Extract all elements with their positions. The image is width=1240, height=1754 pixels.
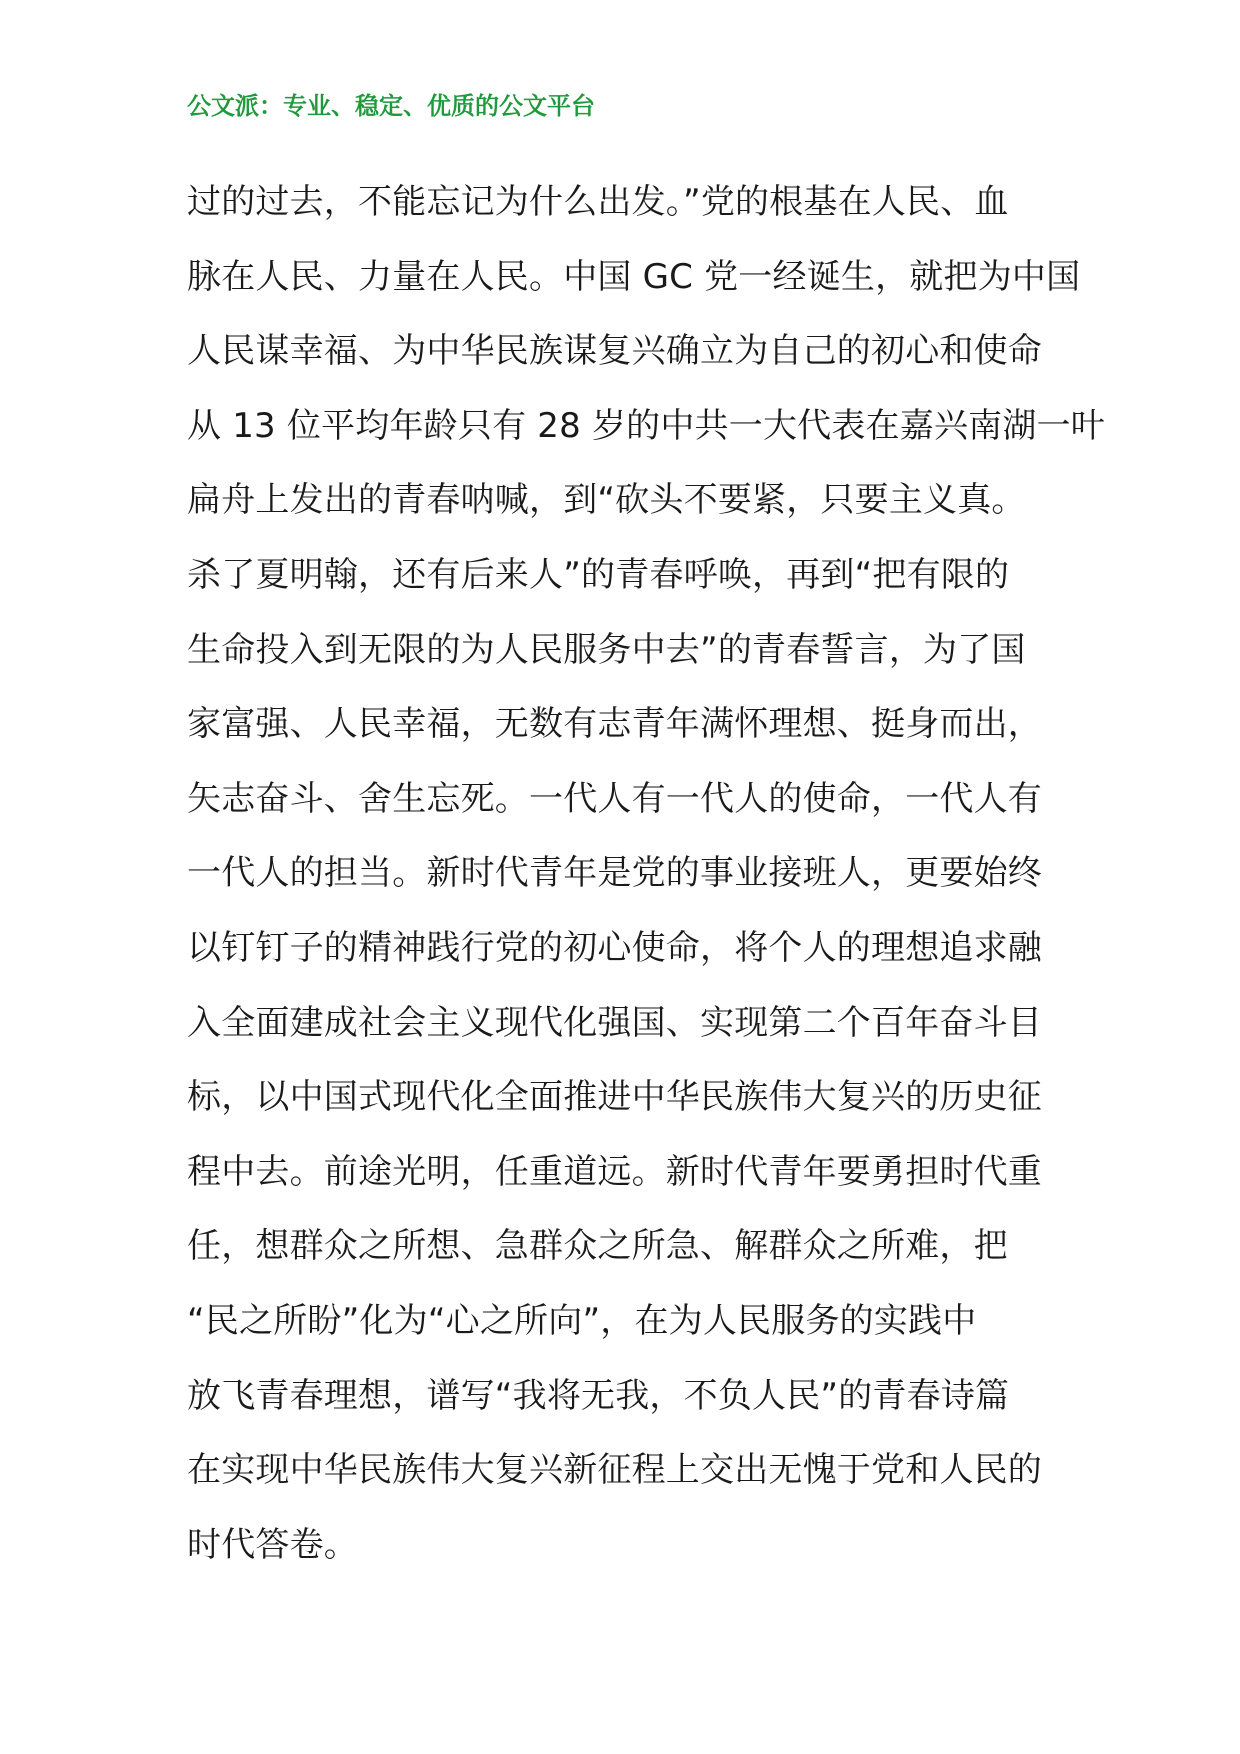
text-line: 一代人的担当。新时代青年是党的事业接班人，更要始终	[187, 853, 1042, 894]
body-text	[187, 165, 1105, 1582]
text-line: 放飞青春理想，谱写“我将无我，不负人民”的青春诗篇	[187, 1375, 1010, 1416]
text-line: 矢志奋斗、舍生忘死。一代人有一代人的使命，一代人有	[187, 778, 1042, 819]
header-banner: 公文派：专业、稳定、优质的公文平台	[187, 92, 595, 120]
text-line: 任，想群众之所想、急群众之所急、解群众之所难，把	[187, 1226, 1008, 1267]
text-line: 脉在人民、力量在人民。中国 GC 党一经诞生，就把为中国	[187, 256, 1081, 297]
text-line: 时代答卷。	[187, 1524, 358, 1565]
text-line: 过的过去，不能忘记为什么出发。”党的根基在人民、血	[187, 182, 1009, 222]
text-line: 以钉钉子的精神践行党的初心使命，将个人的理想追求融	[187, 927, 1042, 968]
text-line: 家富强、人民幸福，无数有志青年满怀理想、挺身而出，	[187, 704, 1042, 745]
text-line: 扁舟上发出的青春呐喊，到“砍头不要紧，只要主义真。	[187, 480, 1026, 521]
text-line: 程中去。前途光明，任重道远。新时代青年要勇担时代重	[187, 1151, 1042, 1192]
text-line: “民之所盼”化为“心之所向”，在为人民服务的实践中	[187, 1300, 977, 1341]
text-line: 杀了夏明翰，还有后来人”的青春呼唤，再到“把有限的	[187, 554, 1010, 595]
text-line: 入全面建成社会主义现代化强国、实现第二个百年奋斗目	[187, 1002, 1042, 1043]
text-line: 生命投入到无限的为人民服务中去”的青春誓言，为了国	[187, 629, 1026, 670]
text-line: 在实现中华民族伟大复兴新征程上交出无愧于党和人民的	[187, 1450, 1042, 1491]
text-line: 从 13 位平均年龄只有 28 岁的中共一大代表在嘉兴南湖一叶	[187, 405, 1105, 446]
text-line: 标，以中国式现代化全面推进中华民族伟大复兴的历史征	[187, 1077, 1042, 1118]
text-line: 人民谋幸福、为中华民族谋复兴确立为自己的初心和使命	[187, 331, 1042, 372]
